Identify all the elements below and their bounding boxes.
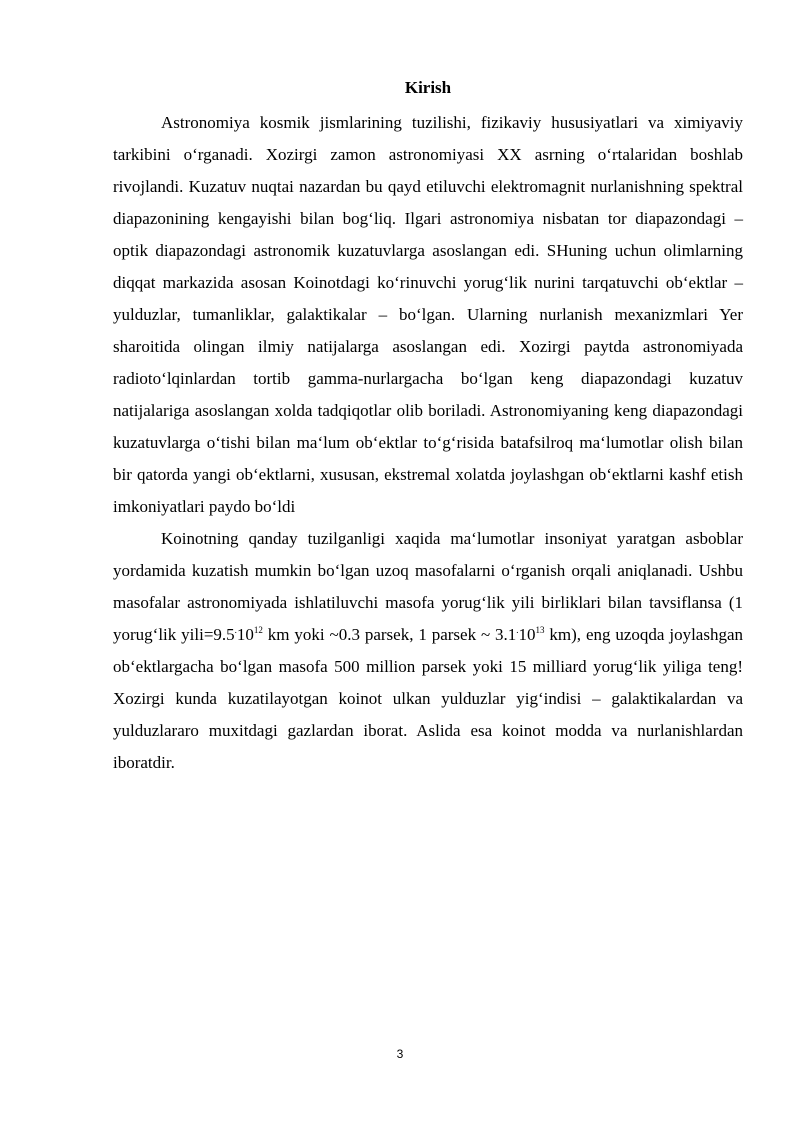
paragraph-2-text-part-2: km yoki ~0.3 parsek, 1 parsek ~ 3.1 (262, 625, 517, 644)
multiplication-dot-2: . (516, 625, 519, 635)
page-title: Kirish (404, 78, 452, 97)
paragraph-2-text-part-1: Koinotning qanday tuzilganligi xaqida ma‘lumotlar insoniyat yaratgan asboblar yordamida kuzatish mumkin bo‘lgan uzoq masofalarni o‘rganish orqali aniqlanadi. Ushbu masofalar astronomiyada ishlatiluvchi masofa yorug‘lik yili birliklari bilan tavsiflansa (1 yorug‘lik yili=9.5 (113, 529, 743, 644)
power-base-2: 10 (518, 625, 536, 644)
multiplication-dot-1: . (234, 625, 237, 635)
exponent-1: 12 (253, 625, 263, 635)
page-number: 3 (396, 1047, 404, 1061)
paragraph-2 (113, 523, 743, 779)
exponent-2: 13 (535, 625, 545, 635)
paragraph-2-text-part-3: km), eng uzoqda joylashgan ob‘ektlargacha bo‘lgan masofa 500 million parsek yoki 15 milliard yorug‘lik yiliga teng! Xozirgi kunda kuzatilayotgan koinot ulkan yulduzlar yig‘indisi – galaktikalardan va yulduzlararo muxitdagi gazlardan iborat. Aslida esa koinot modda va nurlanishlardan iboratdir. (113, 625, 743, 772)
paragraph-1: Astronomiya kosmik jismlarining tuzilishi, fizikaviy hususiyatlari va ximiyaviy tarkibini o‘rganadi. Xozirgi zamon astronomiyasi XX asrning o‘rtalaridan boshlab rivojlandi. Kuzatuv nuqtai nazardan bu qayd etiluvchi elektromagnit nurlanishning spektral diapazonining kengayishi bilan bog‘liq. Ilgari astronomiya nisbatan tor diapazondagi – optik diapazondagi astronomik kuzatuvlarga asoslangan edi. SHuning uchun olimlarning diqqat markazida asosan Koinotdagi ko‘rinuvchi yorug‘lik nurini tarqatuvchi ob‘ektlar – yulduzlar, tumanliklar, galaktikalar – bo‘lgan. Ularning nurlanish mexanizmlari Yer sharoitida olingan ilmiy natijalarga asoslangan edi. Xozirgi paytda astronomiyada radioto‘lqinlardan tortib gamma-nurlargacha bo‘lgan keng diapazondagi kuzatuv natijalariga asoslangan xolda tadqiqotlar olib boriladi. Astronomiyaning keng diapazondagi kuzatuvlarga o‘tishi bilan ma‘lum ob‘ektlar to‘g‘risida batafsilroq ma‘lumotlar olish bilan bir qatorda yangi ob‘ektlarni, xususan, ekstremal xolatda joylashgan ob‘ektlarni kashf etish imkoniyatlari paydo bo‘ldi (113, 113, 743, 516)
power-base-1: 10 (236, 625, 254, 644)
document-body (113, 107, 743, 779)
